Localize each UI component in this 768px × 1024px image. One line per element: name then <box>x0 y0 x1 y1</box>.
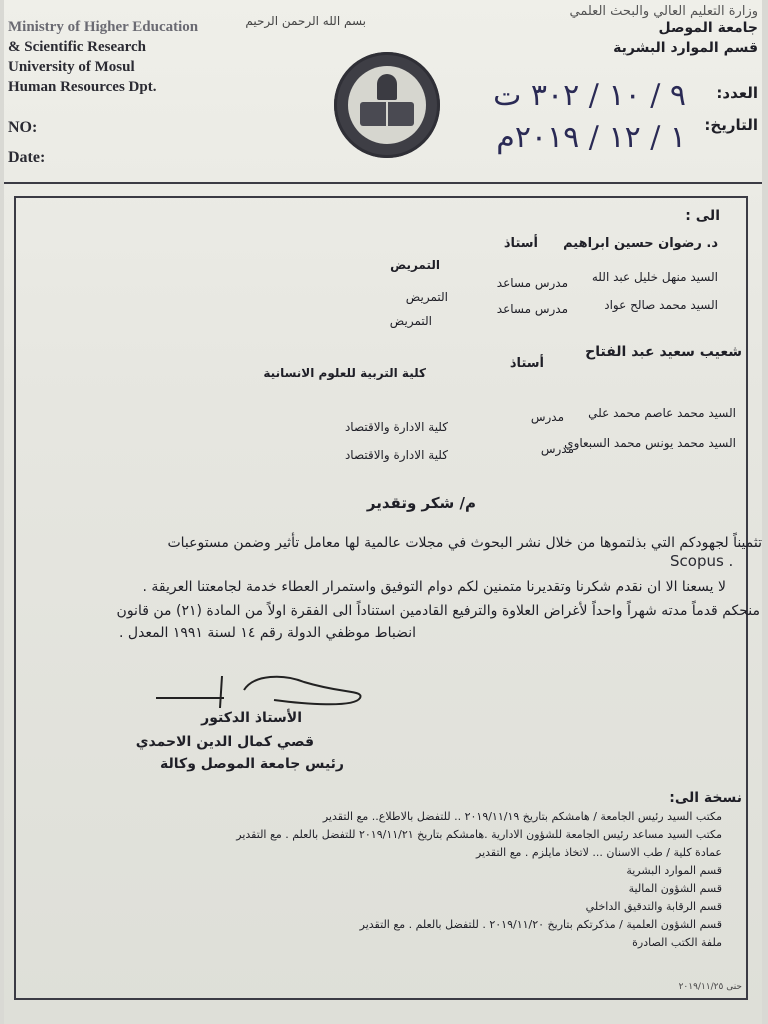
header-divider <box>4 182 762 184</box>
copy-item: مكتب السيد مساعد رئيس الجامعة للشؤون الادارية .هامشكم بتاريخ ٢٠١٩/١١/٢١ للتفضل بالعلم . مع التقدير <box>236 828 722 841</box>
ministry-en-line2: & Scientific Research <box>8 39 147 55</box>
body-line-4: انضباط موظفي الدولة رقم ١٤ لسنة ١٩٩١ المعدل . <box>119 625 416 641</box>
recipient-title: أستاذ <box>503 236 538 251</box>
subject: م/ شكر وتقدير <box>366 494 476 512</box>
number-value-handwritten: ٩ / ١٠ / ٣٠٢ ت <box>493 78 686 113</box>
recipient-college: كلية التربية للعلوم الانسانية <box>263 366 426 380</box>
recipient-title: أستاذ <box>509 356 544 371</box>
department-en: Human Resources Dpt. <box>8 79 157 95</box>
body-line-1: تثميناً لجهودكم التي بذلتموها من خلال نشر البحوث في مجلات عالمية لها معامل تأثير وضمن مستوعبات <box>167 535 762 551</box>
copy-item: قسم الموارد البشرية <box>626 864 722 877</box>
number-label-ar: العدد: <box>716 84 758 102</box>
footer-note: حنى ٢٠١٩/١١/٢٥ <box>678 982 742 992</box>
seal-book-icon <box>360 102 414 126</box>
copies-label: نسخة الى: <box>669 790 742 806</box>
copy-item: قسم الرقابة والتدقيق الداخلي <box>585 900 722 913</box>
date-label-ar: التاريخ: <box>704 116 758 134</box>
recipient-college: التمريض <box>405 290 448 304</box>
recipient-name: د. رضوان حسين ابراهيم <box>563 236 718 251</box>
basmala: بسم الله الرحمن الرحيم <box>245 14 366 28</box>
recipient-title: مدرس <box>530 410 564 424</box>
seal-dome-icon <box>377 74 397 100</box>
ministry-en: Ministry of Higher Education <box>8 19 199 35</box>
recipient-name: السيد محمد يونس محمد السبعاوي <box>564 436 736 450</box>
signatory-name: قصي كمال الدين الاحمدي <box>135 734 314 750</box>
date-label-en: Date: <box>8 149 46 166</box>
recipient-name: السيد محمد صالح عواد <box>604 298 718 312</box>
department-ar: قسم الموارد البشرية <box>613 40 758 56</box>
recipient-name: شعيب سعيد عبد الفتاح <box>585 344 742 360</box>
number-label-en: NO: <box>8 119 38 136</box>
recipient-college: كلية الادارة والاقتصاد <box>344 448 448 462</box>
university-ar: جامعة الموصل <box>658 20 758 36</box>
recipient-college: كلية الادارة والاقتصاد <box>344 420 448 434</box>
signatory-title: الأستاذ الدكتور <box>201 710 302 726</box>
recipient-college: التمريض <box>389 314 432 328</box>
letter-frame <box>14 196 748 1000</box>
body-line-1b: Scopus . <box>670 552 734 570</box>
recipients-label: الى : <box>685 208 720 224</box>
recipient-title: مدرس مساعد <box>496 276 568 290</box>
signatory-position: رئيس جامعة الموصل وكالة <box>160 756 344 772</box>
recipient-college: التمريض <box>390 258 440 272</box>
university-seal <box>334 52 440 158</box>
copy-item: عمادة كلية / طب الاسنان ... لاتخاذ مايلزم . مع التقدير <box>476 846 722 859</box>
copy-item: قسم الشؤون المالية <box>628 882 722 895</box>
recipient-title: مدرس مساعد <box>496 302 568 316</box>
university-en: University of Mosul <box>8 59 135 75</box>
body-line-3: منحكم قدماً مدته شهراً واحداً لأغراض العلاوة والترفيع القادمين استناداً الى الفقرة اولاً من المادة (٢١) من قانون <box>116 603 760 619</box>
ministry-ar: وزارة التعليم العالي والبحث العلمي <box>569 4 758 19</box>
recipient-name: السيد محمد عاصم محمد علي <box>588 406 736 420</box>
recipient-name: السيد منهل خليل عبد الله <box>591 270 718 284</box>
date-value-handwritten: ١ / ١٢ / ٢٠١٩م <box>496 120 686 155</box>
copy-item: ملفة الكتب الصادرة <box>632 936 722 949</box>
copy-item: قسم الشؤون العلمية / مذكرتكم بتاريخ ٢٠١٩/١١/٢٠ . للتفضل بالعلم . مع التقدير <box>359 918 722 931</box>
letter-page <box>4 0 762 1024</box>
recipient-title: مدرس <box>540 442 574 456</box>
copy-item: مكتب السيد رئيس الجامعة / هامشكم بتاريخ ٢٠١٩/١١/١٩ .. للتفضل بالاطلاع.. مع التقدير <box>322 810 722 823</box>
body-line-2: لا يسعنا الا ان نقدم شكرنا وتقديرنا متمنين لكم دوام التوفيق واستمرار العطاء خدمة لجامعتنا العريقة . <box>142 579 726 595</box>
